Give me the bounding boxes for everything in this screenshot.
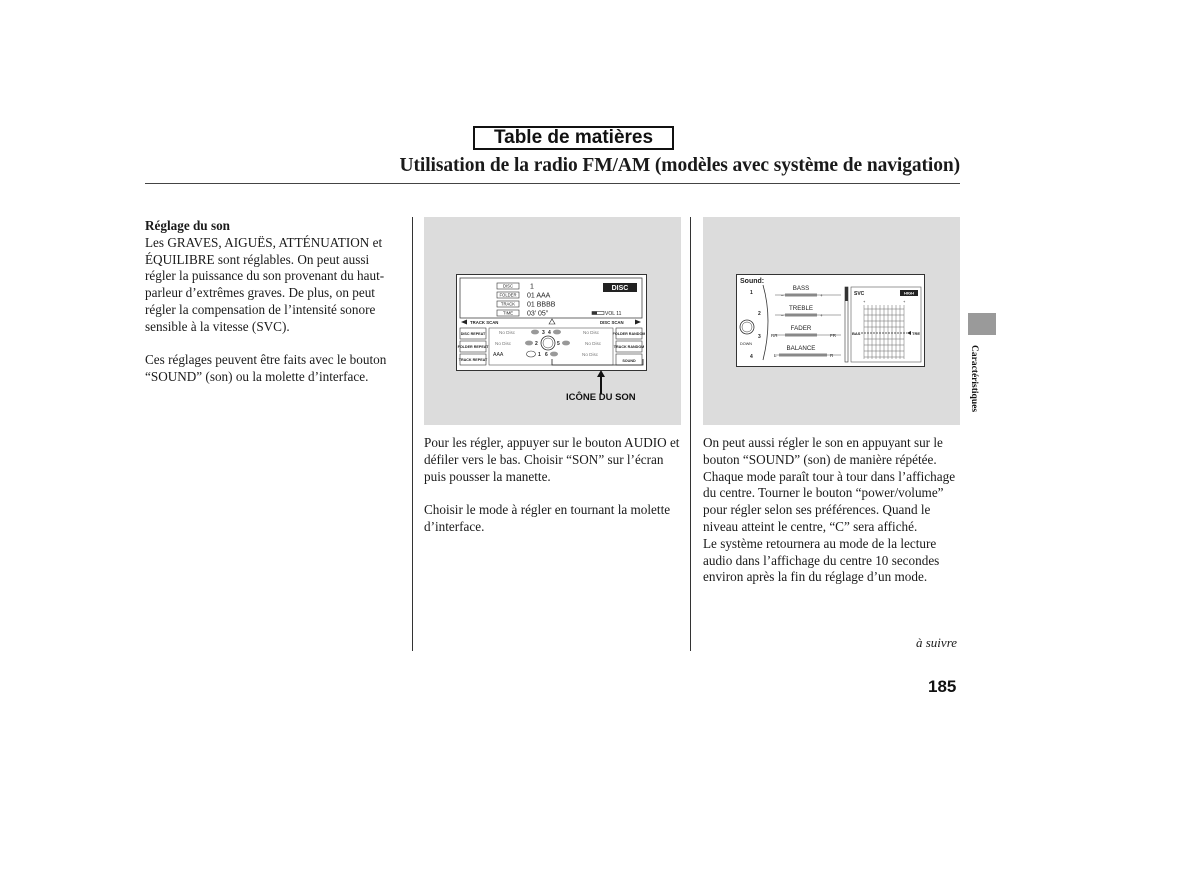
track-repeat-button[interactable]: TRACK REPEAT [458, 358, 488, 362]
middle-paragraph-1: Pour les régler, appuyer sur le bouton AUDIO et défiler vers le bas. Choisir “SON” sur l’écran puis pousser la manette. [424, 435, 680, 484]
slot-2-status: No Disc [495, 341, 512, 346]
tre-label: TRE [912, 331, 920, 336]
disc-scan-arrow-icon [635, 320, 641, 325]
fr-label: FR [830, 333, 836, 338]
left-paragraph-2: Ces réglages peuvent être faits avec le bouton “SOUND” (son) ou la molette d’interface. [145, 352, 387, 385]
track-scan-arrow-icon [461, 320, 467, 325]
left-paragraph-1: Les GRAVES, AIGUËS, ATTÉNUATION et ÉQUILIBRE sont réglables. On peut aussi régler la puissance du son provenant du haut-parleur d’extrêmes graves. De plus, on peut régler la compensation de l’intensité sonore sensible à la vitesse (SVC). [145, 234, 385, 334]
sound-screen [736, 274, 925, 367]
cd-slot-icon [527, 351, 536, 357]
slot-2-number: 2 [535, 341, 538, 347]
level-2: 2 [758, 311, 761, 317]
section-side-label: Caractéristiques [969, 345, 979, 413]
eject-up-icon [549, 319, 555, 324]
right-paragraph-2: Le système retournera au mode de la lecture audio dans l’affichage du centre 10 secondes environ après la fin du réglage d’un mode. [703, 535, 940, 585]
track-scan-label[interactable]: TRACK SCAN [470, 320, 499, 325]
svg-text:–: – [781, 313, 784, 318]
right-column-text [703, 435, 965, 586]
volume-readout: VOL 11 [605, 311, 622, 317]
slot-6-number: 6 [545, 352, 548, 358]
balance-label: BALANCE [786, 345, 816, 352]
l-label: L [774, 353, 777, 358]
rr-label: RR [771, 333, 778, 338]
disc-scan-label[interactable]: DISC SCAN [600, 320, 624, 325]
slot-4-status: No Disc [583, 330, 600, 335]
figure-sound-display [703, 217, 960, 425]
track-random-button[interactable]: TRACK RANDOM [613, 345, 645, 349]
slot-1-label: AAA [493, 352, 504, 358]
slot-6-status: No Disc [582, 352, 599, 357]
slot-1-number: 1 [538, 352, 541, 358]
slot-3-number: 3 [542, 330, 545, 336]
time-tag: TIME [502, 310, 514, 316]
svg-text:+: + [903, 299, 906, 304]
r-label: R [830, 353, 834, 358]
slot-5-status: No Disc [585, 341, 602, 346]
header-rule [145, 183, 960, 184]
treble-slider[interactable] [785, 314, 817, 317]
svc-high-badge: HIGH [904, 290, 914, 296]
svg-text:–: – [781, 293, 784, 298]
slot-5-number: 5 [557, 341, 560, 347]
table-of-contents-button[interactable]: Table de matières [473, 126, 674, 150]
right-paragraph-1: On peut aussi régler le son en appuyant sur le bouton “SOUND” (son) de manière répétée. Chaque mode paraît tour à tour dans l’affichage du centre. Tourner le bouton “power/volume” pour régler selon ses préférences. Quand le niveau atteint le centre, “C” sera affiché. [703, 435, 956, 534]
disc-repeat-button[interactable]: DISC REPEAT [460, 332, 486, 336]
svc-pointer-icon [907, 331, 911, 335]
middle-column-text [424, 435, 681, 536]
svg-text:+: + [820, 313, 823, 318]
folder-tag: FOLDER [499, 292, 517, 298]
level-1: 1 [750, 290, 753, 296]
disc-tag: DISC [502, 283, 514, 289]
sound-screen-graphic [737, 275, 923, 365]
treble-label: TREBLE [788, 305, 814, 312]
column-divider-right [690, 217, 691, 651]
figure-caption: ICÔNE DU SON [566, 392, 636, 403]
section-heading: Réglage du son [145, 218, 230, 233]
balance-slider[interactable] [779, 354, 827, 357]
track-value: 01 BBBB [527, 301, 556, 309]
down-label: DOWN [740, 342, 753, 346]
page-number: 185 [928, 677, 957, 696]
middle-paragraph-2: Choisir le mode à régler en tournant la molette d’interface. [424, 502, 671, 534]
figure-audio-display [424, 217, 681, 425]
svg-text:+: + [863, 299, 866, 304]
folder-random-button[interactable]: FOLDER RANDOM [612, 332, 645, 336]
bass-slider[interactable] [785, 294, 817, 297]
column-divider-left [412, 217, 413, 651]
page-title: Utilisation de la radio FM/AM (modèles avec système de navigation) [399, 155, 960, 176]
bas-label: BAS [852, 331, 861, 336]
audio-screen [456, 274, 647, 371]
slot-3-status: No Disc [499, 330, 516, 335]
fader-slider[interactable] [785, 334, 817, 337]
svc-label: SVC [854, 291, 865, 297]
folder-value: 01 AAA [527, 292, 551, 300]
slot-4-number: 4 [548, 330, 551, 336]
sound-heading: Sound: [740, 278, 765, 285]
time-value: 03’ 05” [527, 310, 549, 318]
bass-label: BASS [792, 285, 810, 292]
fader-label: FADER [790, 325, 812, 332]
disc-value: 1 [530, 283, 534, 291]
audio-screen-graphic [457, 275, 645, 369]
left-column-text [145, 218, 403, 386]
sound-button[interactable]: SOUND [622, 359, 636, 363]
folder-repeat-button[interactable]: FOLDER REPEAT [457, 345, 489, 349]
section-tab[interactable] [968, 313, 996, 335]
svg-text:DISC: DISC [611, 285, 629, 292]
svg-text:+: + [820, 293, 823, 298]
level-4: 4 [750, 354, 753, 360]
track-tag: TRACK [500, 301, 516, 307]
continued-note: à suivre [916, 635, 958, 650]
level-3: 3 [758, 334, 761, 340]
